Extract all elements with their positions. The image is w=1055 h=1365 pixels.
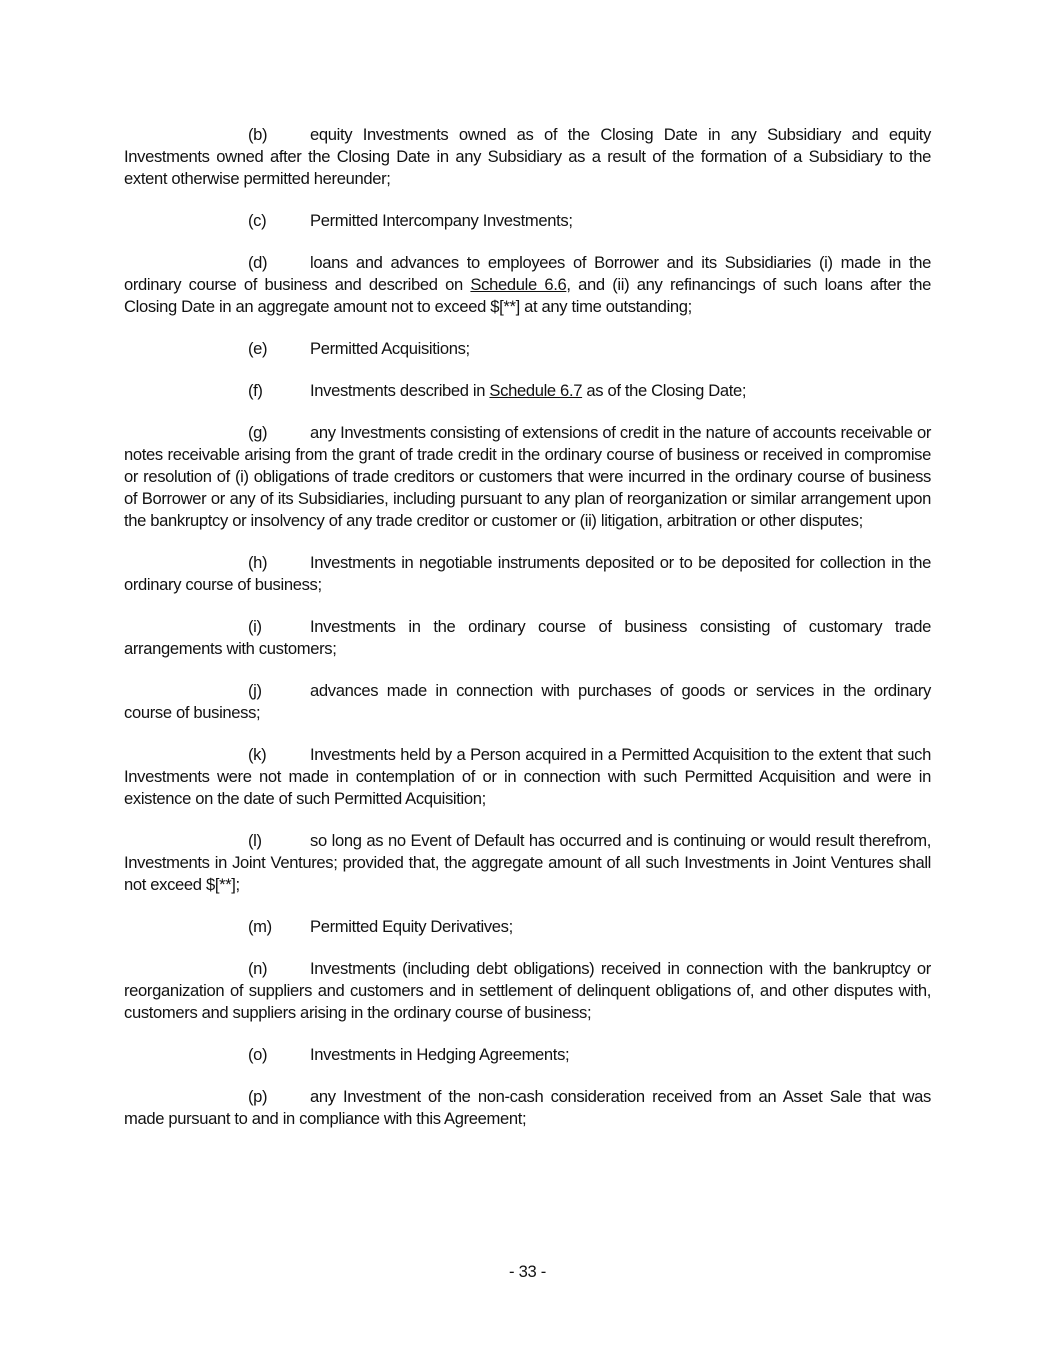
paragraph-text: Investments described in xyxy=(310,381,490,400)
paragraph-text: Investments (including debt obligations) received in connection with the bankruptcy or reorganization of suppliers and customers and in settlement of delinquent obligations of, and other disputes with, customers and suppliers arising in the ordinary course of business; xyxy=(124,959,931,1022)
paragraph-text: Investments held by a Person acquired in a Permitted Acquisition to the extent that such Investments were not made in contemplation of or in connection with such Permitted Acquisition and were in existence on the date of such Permitted Acquisition; xyxy=(124,745,931,808)
paragraph-f xyxy=(124,380,931,402)
paragraph-l xyxy=(124,830,931,896)
paragraph-text: any Investments consisting of extensions of credit in the nature of accounts receivable or notes receivable arising from the grant of trade credit in the ordinary course of business or received in compromise or resolution of (i) obligations of trade creditors or customers that were incurred in the ordinary course of business of Borrower or any of its Subsidiaries, including pursuant to any plan of reorganization or similar arrangement upon the bankruptcy or insolvency of any trade creditor or customer or (ii) litigation, arbitration or other disputes; xyxy=(124,423,931,530)
paragraph-g xyxy=(124,422,931,532)
paragraph-text: Investments in negotiable instruments deposited or to be deposited for collection in the ordinary course of business; xyxy=(124,553,931,594)
document-body xyxy=(124,124,931,1150)
paragraph-n xyxy=(124,958,931,1024)
paragraph-text: Investments in Hedging Agreements; xyxy=(310,1045,570,1064)
paragraph-b xyxy=(124,124,931,190)
paragraph-text: , and (ii) any refinancings of such loans after the Closing Date in an aggregate amount not to exceed $[**] at any time outstanding; xyxy=(124,275,931,316)
paragraph-label: (d) xyxy=(248,253,268,272)
paragraph-p xyxy=(124,1086,931,1130)
paragraph-label: (l) xyxy=(248,831,262,850)
paragraph-label: (h) xyxy=(248,553,268,572)
paragraph-text: Permitted Acquisitions; xyxy=(310,339,470,358)
paragraph-label: (f) xyxy=(248,381,263,400)
paragraph-h xyxy=(124,552,931,596)
paragraph-e xyxy=(124,338,931,360)
schedule-reference: Schedule 6.6 xyxy=(470,275,567,294)
paragraph-label: (m) xyxy=(248,917,272,936)
paragraph-text: equity Investments owned as of the Closing Date in any Subsidiary and equity Investments owned after the Closing Date in any Subsidiary as a result of the formation of a Subsidiary to the extent otherwise permitted hereunder; xyxy=(124,125,931,188)
paragraph-label: (c) xyxy=(248,211,267,230)
paragraph-label: (g) xyxy=(248,423,268,442)
schedule-reference: Schedule 6.7 xyxy=(489,381,583,400)
paragraph-label: (b) xyxy=(248,125,268,144)
paragraph-i xyxy=(124,616,931,660)
paragraph-text: advances made in connection with purchases of goods or services in the ordinary course of business; xyxy=(124,681,931,722)
paragraph-text: Investments in the ordinary course of business consisting of customary trade arrangements with customers; xyxy=(124,617,931,658)
paragraph-label: (p) xyxy=(248,1087,268,1106)
paragraph-label: (j) xyxy=(248,681,262,700)
paragraph-c xyxy=(124,210,931,232)
page-number: - 33 - xyxy=(509,1262,546,1281)
paragraph-text: any Investment of the non-cash consideration received from an Asset Sale that was made pursuant to and in compliance with this Agreement; xyxy=(124,1087,931,1128)
paragraph-label: (e) xyxy=(248,339,268,358)
paragraph-k xyxy=(124,744,931,810)
paragraph-m xyxy=(124,916,931,938)
paragraph-text: loans and advances to employees of Borrower and its Subsidiaries (i) made in the ordinary course of business and described on xyxy=(124,253,931,294)
paragraph-text: Permitted Intercompany Investments; xyxy=(310,211,573,230)
paragraph-text: as of the Closing Date; xyxy=(582,381,747,400)
paragraph-j xyxy=(124,680,931,724)
paragraph-text: so long as no Event of Default has occurred and is continuing or would result therefrom, Investments in Joint Ventures; provided that, the aggregate amount of all such Investments in Joint Ventures shall not exceed $[**]; xyxy=(124,831,931,894)
paragraph-text: Permitted Equity Derivatives; xyxy=(310,917,513,936)
paragraph-label: (n) xyxy=(248,959,268,978)
paragraph-d xyxy=(124,252,931,318)
paragraph-label: (i) xyxy=(248,617,262,636)
paragraph-o xyxy=(124,1044,931,1066)
paragraph-label: (o) xyxy=(248,1045,268,1064)
paragraph-label: (k) xyxy=(248,745,267,764)
